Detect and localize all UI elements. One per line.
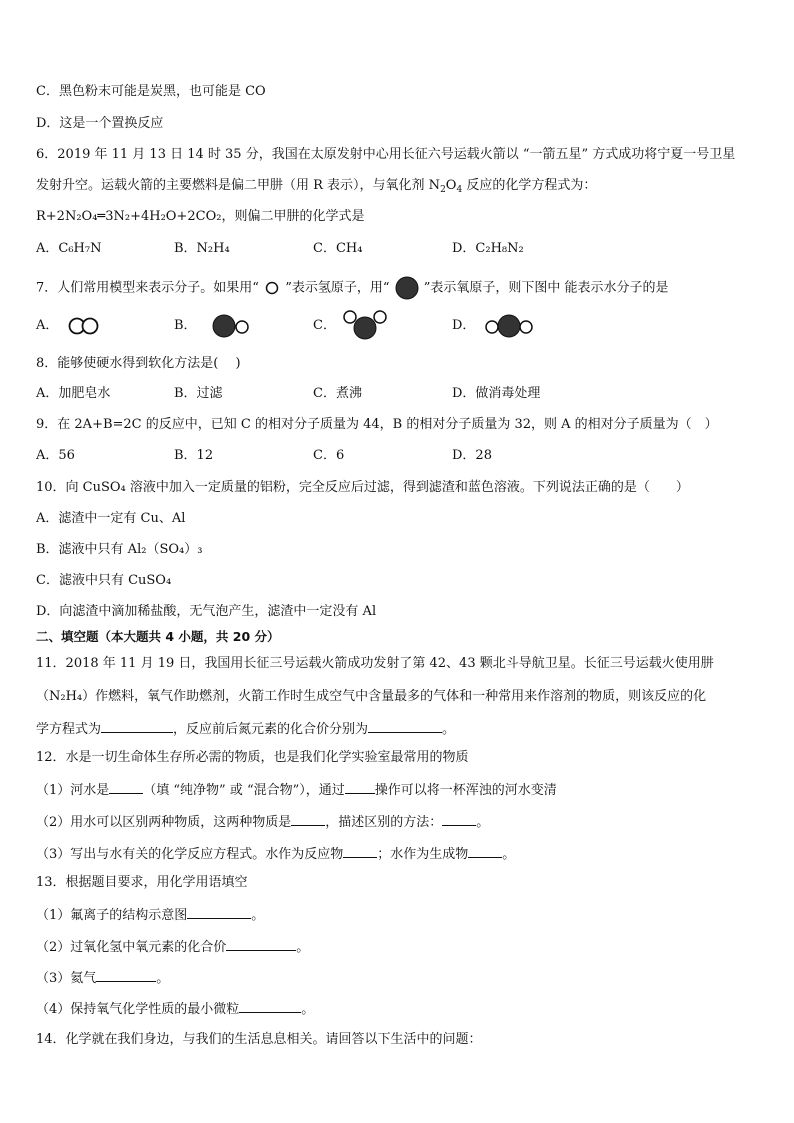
question-13-part2: （2）过氧化氢中氧元素的化合价 。 (36, 937, 309, 957)
question-11-line1: 11．2018 年 11 月 19 日，我国用长征三号运载火箭成功发射了第 42、43 颗北斗导航卫星。长征三号运载火使用肼 (36, 656, 714, 671)
question-9: 9．在 2A+B=2C 的反应中，已知 C 的相对分子质量为 44，B 的相对分子质量为 32，则 A 的相对分子质量为（ ） (36, 417, 718, 432)
q7-option-c-label: C． (313, 318, 336, 333)
answer-blank[interactable] (368, 719, 442, 733)
q10-option-d: D．向滤渣中滴加稀盐酸，无气泡产生，滤渣中一定没有 Al (36, 604, 377, 619)
q6-option-d: D．C₂H₈N₂ (452, 241, 524, 256)
section-heading-fill-in: 二、填空题（本大题共 4 小题，共 20 分） (36, 629, 280, 644)
question-12-part2: （2）用水可以区别两种物质，这两种物质是 ，描述区别的方法： 。 (36, 812, 489, 832)
question-11-line2: （N₂H₄）作燃料，氧气作助燃剂，火箭工作时生成空气中含量最多的气体和一种常用来作溶剂的物质，则该反应的化 (36, 689, 707, 704)
question-12-part3: （3）写出与水有关的化学反应方程式。水作为反应物 ；水作为生成物 。 (36, 844, 515, 864)
question-14: 14．化学就在我们身边，与我们的生活息息相关。请回答以下生活中的问题： (36, 1032, 482, 1047)
answer-blank[interactable] (343, 844, 377, 858)
q10-option-a: A．滤渣中一定有 Cu、Al (36, 511, 186, 526)
answer-blank[interactable] (96, 968, 156, 982)
question-7: 7．人们常用模型来表示分子。如果用“ ”表示氢原子，用“ ”表示氧原子，则下图中 能表示水分子的是 (36, 275, 669, 301)
question-8: 8．能够使硬水得到软化方法是( ) (36, 356, 241, 371)
option-d-q5: D．这是一个置换反应 (36, 116, 164, 131)
q8-option-a: A．加肥皂水 (36, 386, 111, 401)
question-6-equation: R+2N₂O₄═3N₂+4H₂O+2CO₂，则偏二甲肼的化学式是 (36, 209, 365, 224)
question-13: 13．根据题目要求，用化学用语填空 (36, 875, 248, 890)
question-12: 12．水是一切生命体生存所必需的物质，也是我们化学实验室最常用的物质 (36, 750, 469, 765)
question-11-line3: 学方程式为 ，反应前后氮元素的化合价分别为 。 (36, 719, 455, 739)
q8-option-c: C．煮沸 (313, 386, 362, 401)
question-13-part1: （1）氟离子的结构示意图 。 (36, 905, 264, 925)
answer-blank[interactable] (109, 780, 143, 794)
oxygen-atom-icon (394, 275, 420, 301)
question-6-line2: 发射升空。运载火箭的主要燃料是偏二甲肼（用 R 表示），与氧化剂 $N_2O_4$ 反应的化学方程式为： (36, 178, 597, 195)
q8-option-d: D．做消毒处理 (452, 386, 541, 401)
question-13-part3: （3）氦气 。 (36, 968, 169, 988)
q9-option-d: D．28 (452, 448, 492, 463)
q10-option-c: C．滤液中只有 CuSO₄ (36, 573, 172, 588)
question-12-part1: （1）河水是 （填 “纯净物” 或 “混合物”），通过 操作可以将一杯浑浊的河水变清 (36, 780, 557, 800)
answer-blank[interactable] (442, 812, 476, 826)
answer-blank[interactable] (291, 812, 325, 826)
question-13-part4: （4）保持氧气化学性质的最小微粒 。 (36, 999, 314, 1019)
q6-option-b: B．N₂H₄ (174, 241, 230, 256)
answer-blank[interactable] (101, 719, 173, 733)
answer-blank[interactable] (239, 999, 301, 1013)
molecule-c-icon (340, 308, 390, 342)
molecule-d-icon (481, 312, 539, 340)
option-c-q5: C．黑色粉末可能是炭黑，也可能是 CO (36, 84, 266, 99)
q6-option-c: C．CH₄ (313, 241, 363, 256)
molecule-a-icon (66, 316, 102, 336)
q7-option-b-label: B． (174, 318, 197, 333)
answer-blank[interactable] (187, 905, 251, 919)
answer-blank[interactable] (468, 844, 502, 858)
q7-option-a-label: A． (36, 318, 59, 333)
q8-option-b: B．过滤 (174, 386, 223, 401)
question-10: 10．向 CuSO₄ 溶液中加入一定质量的铝粉，完全反应后过滤，得到滤渣和蓝色溶液。下列说法正确的是（ ） (36, 480, 689, 495)
molecule-b-icon (210, 312, 254, 340)
hydrogen-atom-icon (263, 281, 281, 295)
q6-option-a: A．C₆H₇N (36, 241, 102, 256)
question-6-line1: 6．2019 年 11 月 13 日 14 时 35 分，我国在太原发射中心用长征六号运载火箭以 “一箭五星” 方式成功将宁夏一号卫星 (36, 147, 736, 162)
q10-option-b: B．滤液中只有 Al₂（SO₄）₃ (36, 542, 203, 557)
q9-option-b: B．12 (174, 448, 214, 463)
q9-option-a: A．56 (36, 448, 75, 463)
answer-blank[interactable] (226, 937, 296, 951)
answer-blank[interactable] (345, 780, 375, 794)
q7-option-d-label: D． (452, 318, 476, 333)
q9-option-c: C．6 (313, 448, 345, 463)
